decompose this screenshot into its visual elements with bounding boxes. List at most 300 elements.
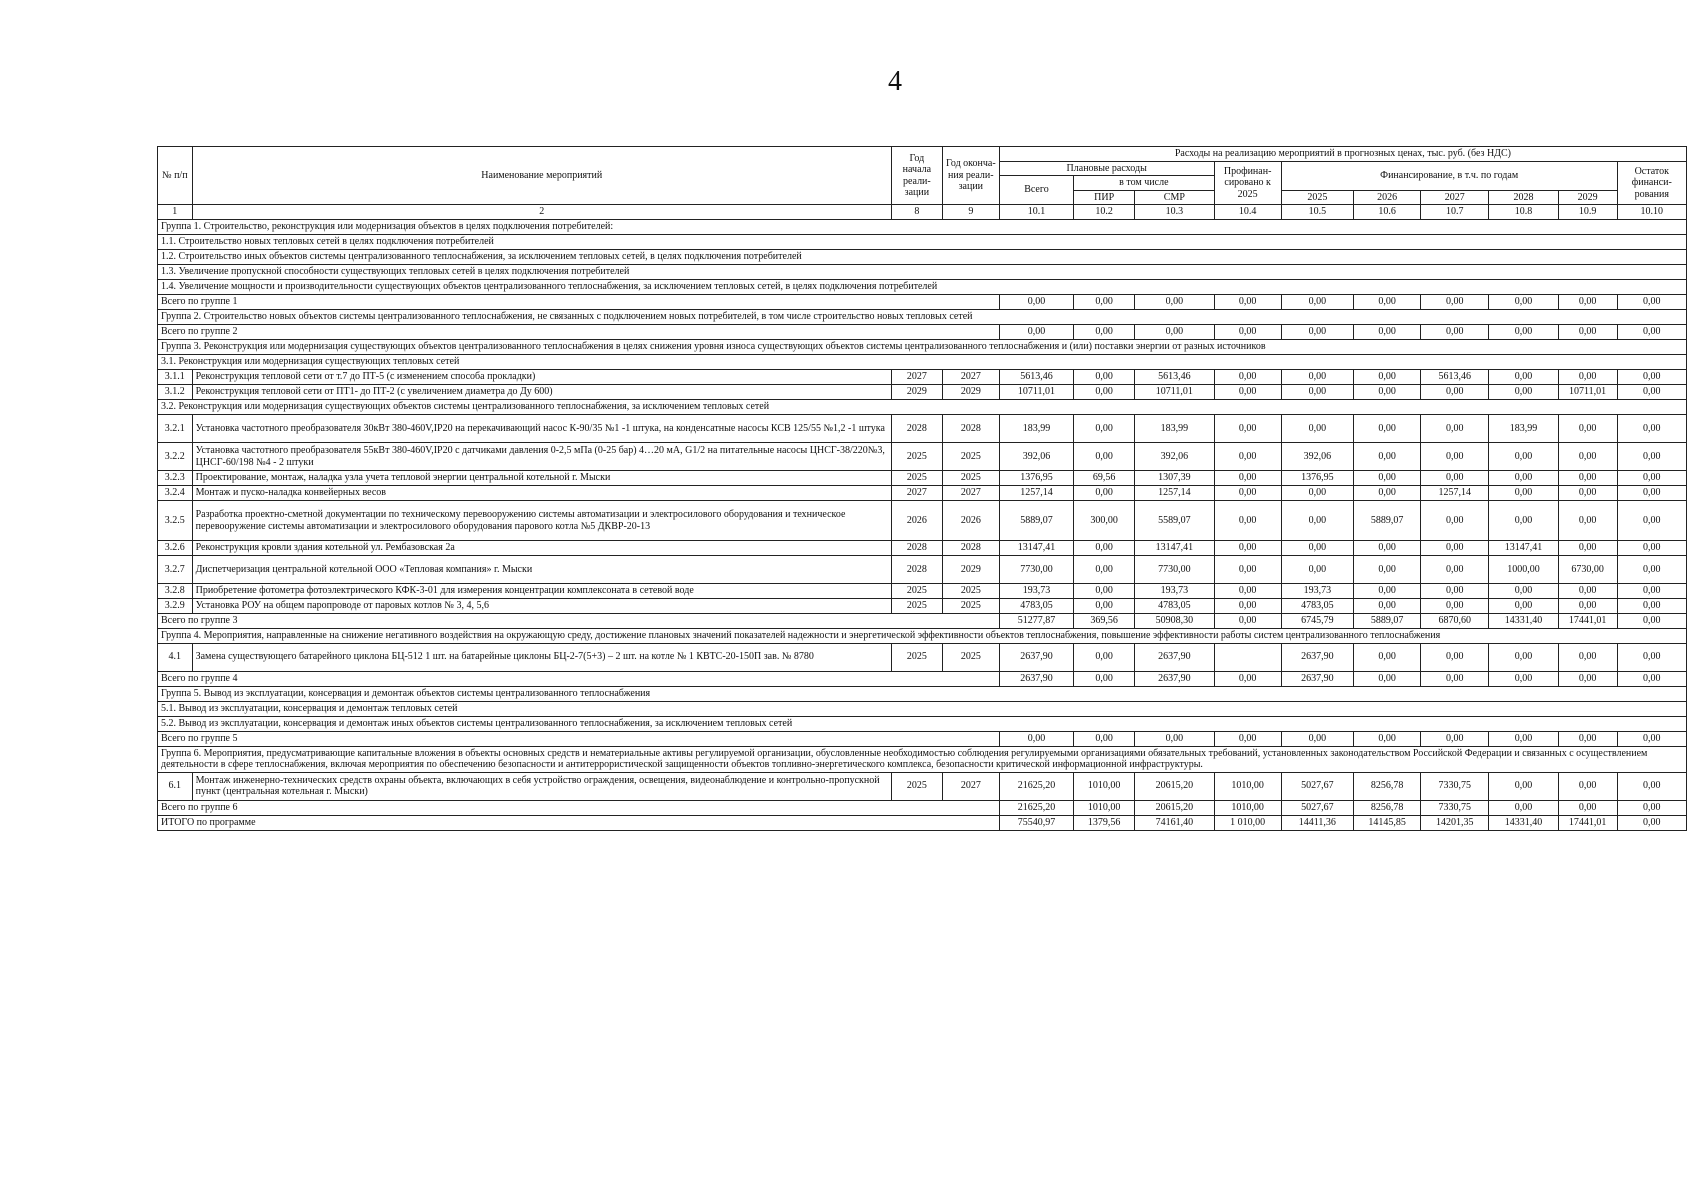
value-cell: 0,00	[1558, 501, 1617, 541]
total-value-cell: 0,00	[1074, 295, 1135, 310]
total-value-cell: 0,00	[1421, 731, 1489, 746]
grand-total-row	[158, 815, 1687, 830]
value-cell	[1214, 643, 1281, 671]
idx-cell: 10.8	[1489, 205, 1558, 220]
page-number: 4	[888, 66, 902, 97]
value-cell: 183,99	[1489, 415, 1558, 443]
table-row	[158, 415, 1687, 443]
incl-header: в том числе	[1074, 176, 1214, 191]
idx-cell: 8	[891, 205, 942, 220]
total-value-cell: 0,00	[1421, 325, 1489, 340]
value-cell: 0,00	[1354, 443, 1421, 471]
activity-name: Замена существующего батарейного циклона БЦ-512 1 шт. на батарейные циклоны БЦ-2-7(5+3) – 2 шт. на котле № 1 КВТС-20-150П зав. № 8780	[192, 643, 891, 671]
total-value-cell: 6745,79	[1281, 614, 1353, 629]
idx-cell: 10.9	[1558, 205, 1617, 220]
end-year: 2025	[942, 643, 999, 671]
value-cell: 7330,75	[1421, 772, 1489, 800]
total-value-cell: 0,00	[1558, 671, 1617, 686]
value-cell: 0,00	[1421, 471, 1489, 486]
idx-cell: 2	[192, 205, 891, 220]
total-row	[158, 671, 1687, 686]
value-cell: 0,00	[1421, 501, 1489, 541]
total-label: Всего по группе 2	[158, 325, 1000, 340]
total-value-cell: 0,00	[1354, 731, 1421, 746]
value-cell: 1257,14	[1135, 486, 1214, 501]
value-cell: 0,00	[1281, 556, 1353, 584]
activity-name: Установка частотного преобразователя 55кВт 380-460V,IP20 с датчиками давления 0-2,5 мПа (0-25 бар) 4…20 мА, G1/2 на питательные насосы ЦНСГ-38/220№3, ЦНСГ-60/198 №4 - 2 штуки	[192, 443, 891, 471]
value-cell: 0,00	[1558, 415, 1617, 443]
value-cell: 0,00	[1489, 385, 1558, 400]
table-row	[158, 385, 1687, 400]
value-cell: 0,00	[1489, 643, 1558, 671]
activity-name: Монтаж инженерно-технических средств охраны объекта, включающих в себя устройство ограждения, освещения, видеонаблюдение и контрольно-пропускной пункт (центральная котельная г. Мыски)	[192, 772, 891, 800]
value-cell: 0,00	[1214, 415, 1281, 443]
value-cell: 0,00	[1281, 541, 1353, 556]
total-value-cell: 369,56	[1074, 614, 1135, 629]
year-2029-header: 2029	[1558, 190, 1617, 205]
value-cell: 0,00	[1421, 643, 1489, 671]
total-value-cell: 0,00	[1617, 815, 1686, 830]
value-cell: 0,00	[1354, 415, 1421, 443]
total-value-cell: 1010,00	[1214, 800, 1281, 815]
row-number: 3.2.1	[158, 415, 193, 443]
value-cell: 0,00	[1558, 370, 1617, 385]
total-value-cell: 0,00	[1281, 295, 1353, 310]
value-cell: 0,00	[1558, 471, 1617, 486]
pir-header: ПИР	[1074, 190, 1135, 205]
start-year: 2028	[891, 541, 942, 556]
value-cell: 0,00	[1214, 471, 1281, 486]
idx-cell: 10.7	[1421, 205, 1489, 220]
total-value-cell: 0,00	[1558, 731, 1617, 746]
total-value-cell: 14201,35	[1421, 815, 1489, 830]
value-cell: 20615,20	[1135, 772, 1214, 800]
total-value-cell: 0,00	[1558, 325, 1617, 340]
total-value-cell: 0,00	[1074, 325, 1135, 340]
subgroup-heading: 3.2. Реконструкция или модернизация существующих объектов системы централизованного теплоснабжения, за исключением тепловых сетей	[158, 400, 1687, 415]
activity-name: Разработка проектно-сметной документации по техническому перевооружению системы автоматизации и электросилового оборудования и техническое перевооружение системы автоматизации и электросилового оборудования парового котла №5 ДКВР-20-13	[192, 501, 891, 541]
total-value-cell: 0,00	[1354, 325, 1421, 340]
total-value-cell: 20615,20	[1135, 800, 1214, 815]
total-value-cell: 14145,85	[1354, 815, 1421, 830]
value-cell: 0,00	[1617, 584, 1686, 599]
end-year: 2027	[942, 772, 999, 800]
value-cell: 0,00	[1421, 599, 1489, 614]
total-value-cell: 21625,20	[999, 800, 1073, 815]
value-cell: 0,00	[1421, 415, 1489, 443]
total-value-cell: 0,00	[1421, 295, 1489, 310]
start-year: 2025	[891, 443, 942, 471]
idx-cell: 1	[158, 205, 193, 220]
start-year: 2027	[891, 370, 942, 385]
value-cell: 0,00	[1354, 584, 1421, 599]
table-row	[158, 501, 1687, 541]
row-number: 3.2.9	[158, 599, 193, 614]
value-cell: 0,00	[1617, 486, 1686, 501]
total-value-cell: 6870,60	[1421, 614, 1489, 629]
value-cell: 0,00	[1421, 541, 1489, 556]
expenses-header: Расходы на реализацию мероприятий в прогнозных ценах, тыс. руб. (без НДС)	[999, 147, 1686, 162]
total-value-cell: 0,00	[1214, 671, 1281, 686]
start-year: 2025	[891, 584, 942, 599]
value-cell: 193,73	[1281, 584, 1353, 599]
activity-name: Проектирование, монтаж, наладка узла учета тепловой энергии центральной котельной г. Мыски	[192, 471, 891, 486]
total-value-cell: 1010,00	[1074, 800, 1135, 815]
total-value-cell: 0,00	[999, 731, 1073, 746]
value-cell: 1257,14	[1421, 486, 1489, 501]
total-value-cell: 0,00	[1617, 325, 1686, 340]
total-value-cell: 0,00	[1617, 671, 1686, 686]
total-value-cell: 5889,07	[1354, 614, 1421, 629]
total-value-cell: 0,00	[1421, 671, 1489, 686]
value-cell: 193,73	[1135, 584, 1214, 599]
value-cell: 0,00	[1617, 471, 1686, 486]
subgroup-heading: 1.2. Строительство иных объектов системы централизованного теплоснабжения, за исключением тепловых сетей, в целях подключения потребителей	[158, 250, 1687, 265]
value-cell: 0,00	[1489, 599, 1558, 614]
total-value-cell: 1379,56	[1074, 815, 1135, 830]
group-heading: Группа 3. Реконструкция или модернизация существующих объектов централизованного теплоснабжения в целях снижения уровня износа существующих объектов системы централизованного теплоснабжения и (или) поставки энергии от разных источников	[158, 340, 1687, 355]
year-2025-header: 2025	[1281, 190, 1353, 205]
value-cell: 0,00	[1558, 541, 1617, 556]
row-number: 3.2.3	[158, 471, 193, 486]
subgroup-heading: 5.2. Вывод из эксплуатации, консервация и демонтаж иных объектов системы централизованного теплоснабжения, за исключением тепловых сетей	[158, 716, 1687, 731]
start-year: 2029	[891, 385, 942, 400]
total-value-cell: 0,00	[1617, 731, 1686, 746]
value-cell: 8256,78	[1354, 772, 1421, 800]
value-cell: 1010,00	[1214, 772, 1281, 800]
value-cell: 0,00	[1558, 486, 1617, 501]
value-cell: 5613,46	[1421, 370, 1489, 385]
total-value-cell: 0,00	[1281, 325, 1353, 340]
table-row	[158, 443, 1687, 471]
value-cell: 0,00	[1214, 370, 1281, 385]
total-row	[158, 614, 1687, 629]
row-number: 3.2.2	[158, 443, 193, 471]
total-row	[158, 325, 1687, 340]
total-value-cell: 0,00	[1558, 800, 1617, 815]
value-cell: 7730,00	[999, 556, 1073, 584]
value-cell: 0,00	[1354, 385, 1421, 400]
total-value-cell: 14331,40	[1489, 815, 1558, 830]
value-cell: 1257,14	[999, 486, 1073, 501]
value-cell: 0,00	[1354, 599, 1421, 614]
value-cell: 0,00	[1354, 370, 1421, 385]
end-year: 2029	[942, 556, 999, 584]
total-value-cell: 0,00	[1489, 325, 1558, 340]
start-year: 2028	[891, 415, 942, 443]
value-cell: 0,00	[1489, 501, 1558, 541]
start-year: 2026	[891, 501, 942, 541]
total-value-cell: 14331,40	[1489, 614, 1558, 629]
row-number: 3.2.8	[158, 584, 193, 599]
value-cell: 0,00	[1617, 385, 1686, 400]
activity-name: Установка частотного преобразователя 30кВт 380-460V,IP20 на перекачивающий насос К-90/35 №1 -1 штука, на конденсатные насосы КСВ 125/55 №1,2 -1 штука	[192, 415, 891, 443]
col-end-header: Год оконча-ния реали-зации	[942, 147, 999, 205]
total-value-cell: 0,00	[1617, 800, 1686, 815]
total-label: ИТОГО по программе	[158, 815, 1000, 830]
end-year: 2026	[942, 501, 999, 541]
value-cell: 0,00	[1281, 415, 1353, 443]
value-cell: 0,00	[1074, 556, 1135, 584]
row-number: 3.1.2	[158, 385, 193, 400]
value-cell: 0,00	[1281, 501, 1353, 541]
end-year: 2028	[942, 541, 999, 556]
activity-name: Реконструкция тепловой сети от ПТ1- до ПТ-2 (с увеличением диаметра до Ду 600)	[192, 385, 891, 400]
table-row	[158, 370, 1687, 385]
row-number: 3.1.1	[158, 370, 193, 385]
start-year: 2025	[891, 599, 942, 614]
end-year: 2027	[942, 370, 999, 385]
idx-cell: 10.2	[1074, 205, 1135, 220]
total-value-cell: 5027,67	[1281, 800, 1353, 815]
group-heading: Группа 4. Мероприятия, направленные на снижение негативного воздействия на окружающую среду, достижение плановых значений показателей надежности и энергетической эффективности объектов теплоснабжения, повышение эффективности работы систем централизованного теплоснабжения	[158, 629, 1687, 644]
value-cell: 0,00	[1074, 541, 1135, 556]
value-cell: 5889,07	[999, 501, 1073, 541]
value-cell: 0,00	[1354, 541, 1421, 556]
value-cell: 0,00	[1074, 599, 1135, 614]
value-cell: 0,00	[1558, 584, 1617, 599]
table-row	[158, 486, 1687, 501]
value-cell: 7730,00	[1135, 556, 1214, 584]
value-cell: 392,06	[999, 443, 1073, 471]
start-year: 2025	[891, 643, 942, 671]
value-cell: 0,00	[1617, 541, 1686, 556]
value-cell: 0,00	[1489, 370, 1558, 385]
end-year: 2025	[942, 471, 999, 486]
total-value-cell: 0,00	[999, 325, 1073, 340]
table-row	[158, 556, 1687, 584]
total-value-cell: 1 010,00	[1214, 815, 1281, 830]
total-row	[158, 800, 1687, 815]
idx-cell: 10.3	[1135, 205, 1214, 220]
total-value-cell: 0,00	[1135, 731, 1214, 746]
idx-cell: 10.4	[1214, 205, 1281, 220]
activity-name: Реконструкция кровли здания котельной ул. Рембазовская 2а	[192, 541, 891, 556]
value-cell: 0,00	[1617, 501, 1686, 541]
value-cell: 193,73	[999, 584, 1073, 599]
value-cell: 0,00	[1214, 501, 1281, 541]
start-year: 2025	[891, 772, 942, 800]
table-row	[158, 471, 1687, 486]
value-cell: 2637,90	[1135, 643, 1214, 671]
value-cell: 21625,20	[999, 772, 1073, 800]
total-row	[158, 295, 1687, 310]
value-cell: 0,00	[1214, 556, 1281, 584]
total-value-cell: 74161,40	[1135, 815, 1214, 830]
value-cell: 1010,00	[1074, 772, 1135, 800]
value-cell: 0,00	[1074, 415, 1135, 443]
value-cell: 0,00	[1421, 584, 1489, 599]
value-cell: 0,00	[1489, 772, 1558, 800]
value-cell: 0,00	[1489, 443, 1558, 471]
total-value-cell: 2637,90	[1135, 671, 1214, 686]
value-cell: 0,00	[1617, 556, 1686, 584]
group-heading: Группа 1. Строительство, реконструкция или модернизация объектов в целях подключения потребителей:	[158, 220, 1687, 235]
total-label: Всего по группе 5	[158, 731, 1000, 746]
table-row	[158, 541, 1687, 556]
total-value-cell: 51277,87	[999, 614, 1073, 629]
activity-name: Диспетчеризация центральной котельной ООО «Тепловая компания» г. Мыски	[192, 556, 891, 584]
value-cell: 5613,46	[1135, 370, 1214, 385]
group-heading: Группа 2. Строительство новых объектов системы централизованного теплоснабжения, не связанных с подключением новых потребителей, в том числе строительство новых тепловых сетей	[158, 310, 1687, 325]
value-cell: 0,00	[1214, 385, 1281, 400]
value-cell: 0,00	[1558, 643, 1617, 671]
prefinanced-header: Профинан-сировано к 2025	[1214, 161, 1281, 205]
table-row	[158, 772, 1687, 800]
row-number: 4.1	[158, 643, 193, 671]
total-value-cell: 0,00	[1214, 325, 1281, 340]
year-2028-header: 2028	[1489, 190, 1558, 205]
value-cell: 0,00	[1617, 415, 1686, 443]
value-cell: 0,00	[1617, 772, 1686, 800]
row-number: 3.2.5	[158, 501, 193, 541]
total-value-cell: 0,00	[1074, 731, 1135, 746]
total-value-cell: 17441,01	[1558, 614, 1617, 629]
value-cell: 183,99	[1135, 415, 1214, 443]
value-cell: 392,06	[1281, 443, 1353, 471]
row-number: 3.2.7	[158, 556, 193, 584]
value-cell: 13147,41	[1135, 541, 1214, 556]
idx-cell: 10.1	[999, 205, 1073, 220]
total-value-cell: 0,00	[1617, 295, 1686, 310]
col-start-header: Год начала реали-зации	[891, 147, 942, 205]
value-cell: 1000,00	[1489, 556, 1558, 584]
end-year: 2028	[942, 415, 999, 443]
end-year: 2029	[942, 385, 999, 400]
end-year: 2025	[942, 584, 999, 599]
total-value-cell: 0,00	[1074, 671, 1135, 686]
value-cell: 10711,01	[1558, 385, 1617, 400]
total-header: Всего	[999, 176, 1073, 205]
total-value-cell: 0,00	[1489, 800, 1558, 815]
value-cell: 0,00	[1489, 471, 1558, 486]
value-cell: 6730,00	[1558, 556, 1617, 584]
value-cell: 0,00	[1354, 556, 1421, 584]
value-cell: 69,56	[1074, 471, 1135, 486]
value-cell: 13147,41	[999, 541, 1073, 556]
total-value-cell: 0,00	[1214, 731, 1281, 746]
remainder-header: Остаток финанси-рования	[1617, 161, 1686, 205]
value-cell: 0,00	[1558, 599, 1617, 614]
table-row	[158, 599, 1687, 614]
total-value-cell: 75540,97	[999, 815, 1073, 830]
value-cell: 1376,95	[1281, 471, 1353, 486]
total-value-cell: 14411,36	[1281, 815, 1353, 830]
value-cell: 183,99	[999, 415, 1073, 443]
value-cell: 0,00	[1617, 643, 1686, 671]
group-heading: Группа 6. Мероприятия, предусматривающие капитальные вложения в объекты основных средств и нематериальные активы регулируемой организации, обусловленные необходимостью соблюдения регулируемыми организациями обязательных требований, установленных законодательством Российской Федерации и связанных с осуществлением деятельности в сфере теплоснабжения, включая мероприятия по обеспечению безопасности и антитеррористической защищенности объектов топливно-энергетического комплекса, безопасности критической информационной инфраструктуры.	[158, 746, 1687, 772]
row-number: 3.2.4	[158, 486, 193, 501]
total-value-cell: 0,00	[1214, 614, 1281, 629]
total-value-cell: 0,00	[1558, 295, 1617, 310]
year-2026-header: 2026	[1354, 190, 1421, 205]
value-cell: 10711,01	[999, 385, 1073, 400]
idx-cell: 10.6	[1354, 205, 1421, 220]
end-year: 2025	[942, 599, 999, 614]
col-num-header: № п/п	[158, 147, 193, 205]
end-year: 2025	[942, 443, 999, 471]
activity-name: Установка РОУ на общем паропроводе от паровых котлов № 3, 4, 5,6	[192, 599, 891, 614]
value-cell: 0,00	[1354, 471, 1421, 486]
value-cell: 4783,05	[1281, 599, 1353, 614]
value-cell: 0,00	[1281, 370, 1353, 385]
value-cell: 5613,46	[999, 370, 1073, 385]
total-label: Всего по группе 3	[158, 614, 1000, 629]
total-value-cell: 0,00	[1214, 295, 1281, 310]
value-cell: 0,00	[1074, 486, 1135, 501]
financing-header: Финансирование, в т.ч. по годам	[1281, 161, 1617, 190]
value-cell: 5889,07	[1354, 501, 1421, 541]
value-cell: 0,00	[1281, 486, 1353, 501]
value-cell: 4783,05	[999, 599, 1073, 614]
value-cell: 0,00	[1354, 643, 1421, 671]
value-cell: 0,00	[1074, 443, 1135, 471]
value-cell: 1376,95	[999, 471, 1073, 486]
activity-name: Монтаж и пуско-наладка конвейерных весов	[192, 486, 891, 501]
total-value-cell: 0,00	[1135, 295, 1214, 310]
value-cell: 2637,90	[999, 643, 1073, 671]
value-cell: 0,00	[1558, 443, 1617, 471]
subgroup-heading: 1.1. Строительство новых тепловых сетей в целях подключения потребителей	[158, 235, 1687, 250]
idx-cell: 10.5	[1281, 205, 1353, 220]
year-2027-header: 2027	[1421, 190, 1489, 205]
total-value-cell: 50908,30	[1135, 614, 1214, 629]
value-cell: 300,00	[1074, 501, 1135, 541]
value-cell: 0,00	[1281, 385, 1353, 400]
start-year: 2028	[891, 556, 942, 584]
investment-program-table	[157, 146, 1687, 831]
value-cell: 0,00	[1214, 443, 1281, 471]
value-cell: 1307,39	[1135, 471, 1214, 486]
total-value-cell: 2637,90	[1281, 671, 1353, 686]
value-cell: 0,00	[1354, 486, 1421, 501]
total-value-cell: 0,00	[1489, 671, 1558, 686]
end-year: 2027	[942, 486, 999, 501]
total-label: Всего по группе 1	[158, 295, 1000, 310]
start-year: 2025	[891, 471, 942, 486]
value-cell: 0,00	[1617, 599, 1686, 614]
value-cell: 0,00	[1489, 584, 1558, 599]
total-value-cell: 0,00	[999, 295, 1073, 310]
value-cell: 0,00	[1074, 643, 1135, 671]
value-cell: 0,00	[1074, 584, 1135, 599]
col-name-header: Наименование мероприятий	[192, 147, 891, 205]
value-cell: 0,00	[1214, 486, 1281, 501]
subgroup-heading: 5.1. Вывод из эксплуатации, консервация и демонтаж тепловых сетей	[158, 701, 1687, 716]
table-row	[158, 584, 1687, 599]
smr-header: СМР	[1135, 190, 1214, 205]
total-value-cell: 0,00	[1489, 731, 1558, 746]
total-value-cell: 0,00	[1617, 614, 1686, 629]
value-cell: 0,00	[1074, 370, 1135, 385]
value-cell: 0,00	[1214, 584, 1281, 599]
total-value-cell: 0,00	[1489, 295, 1558, 310]
total-value-cell: 0,00	[1354, 295, 1421, 310]
total-value-cell: 7330,75	[1421, 800, 1489, 815]
total-value-cell: 2637,90	[999, 671, 1073, 686]
value-cell: 0,00	[1617, 443, 1686, 471]
total-value-cell: 0,00	[1281, 731, 1353, 746]
activity-name: Реконструкция тепловой сети от т.7 до ПТ-5 (с изменением способа прокладки)	[192, 370, 891, 385]
row-number: 6.1	[158, 772, 193, 800]
table-row	[158, 643, 1687, 671]
value-cell: 0,00	[1489, 486, 1558, 501]
idx-cell: 10.10	[1617, 205, 1686, 220]
value-cell: 0,00	[1421, 385, 1489, 400]
value-cell: 392,06	[1135, 443, 1214, 471]
group-heading: Группа 5. Вывод из эксплуатации, консервация и демонтаж объектов системы централизованного теплоснабжения	[158, 686, 1687, 701]
subgroup-heading: 1.3. Увеличение пропускной способности существующих тепловых сетей в целях подключения потребителей	[158, 265, 1687, 280]
